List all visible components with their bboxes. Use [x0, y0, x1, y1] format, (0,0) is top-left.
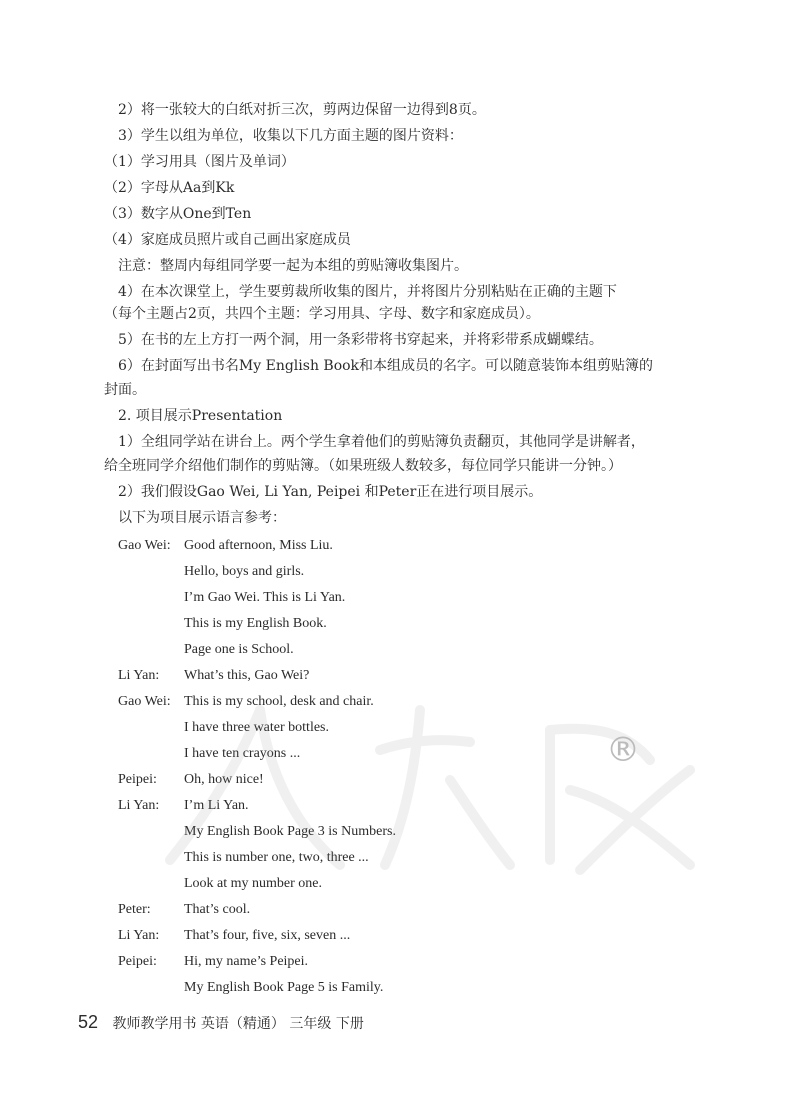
dialogue-line: Page one is School.	[184, 642, 294, 657]
topic-family: （4）家庭成员照片或自己画出家庭成员	[104, 232, 351, 248]
dialogue-line: Hi, my name’s Peipei.	[184, 954, 309, 969]
presentation-step-1-line-1: 1）全组同学站在讲台上。两个学生拿着他们的剪贴簿负责翻页，其他同学是讲解者，	[118, 434, 645, 450]
dialogue-line: Hello, boys and girls.	[184, 564, 305, 579]
dialogue-line: That’s cool.	[184, 902, 251, 917]
dialogue-line: Oh, how nice!	[184, 772, 264, 787]
presentation-step-1-line-2: 给全班同学介绍他们制作的剪贴簿。（如果班级人数较多，每位同学只能讲一分钟。）	[104, 458, 622, 474]
page-number: 52	[78, 1012, 99, 1032]
dialogue-line: I’m Li Yan.	[184, 798, 249, 813]
step-2-fold-paper: 2）将一张较大的白纸对折三次，剪两边保留一边得到8页。	[118, 102, 486, 118]
dialogue-line: I’m Gao Wei. This is Li Yan.	[184, 590, 346, 605]
dialogue-line: I have ten crayons ...	[184, 746, 301, 761]
topic-numbers: （3）数字从One到Ten	[104, 206, 252, 222]
dialogue-line: Good afternoon, Miss Liu.	[184, 538, 333, 553]
step-5-ribbon: 5）在书的左上方打一两个洞，用一条彩带将书穿起来，并将彩带系成蝴蝶结。	[118, 332, 603, 348]
presentation-step-2: 2）我们假设Gao Wei, Li Yan, Peipei 和Peter正在进行项目展示。	[118, 484, 543, 500]
note-collect-week: 注意：整周内每组同学要一起为本组的剪贴簿收集图片。	[118, 258, 468, 274]
step-3-collect-pictures: 3）学生以组为单位，收集以下几方面主题的图片资料：	[118, 128, 463, 144]
speaker-label: Peipei:	[118, 954, 157, 969]
step-6-line-1: 6）在封面写出书名My English Book和本组成员的名字。可以随意装饰本组剪贴簿的	[118, 358, 654, 374]
speaker-label: Gao Wei:	[118, 538, 171, 553]
step-4-line-2: （每个主题占2页，共四个主题：学习用具、字母、数字和家庭成员）。	[104, 306, 540, 322]
section-presentation-heading: 2. 项目展示Presentation	[118, 408, 283, 424]
step-4-line-1: 4）在本次课堂上，学生要剪裁所收集的图片，并将图片分别粘贴在正确的主题下	[118, 284, 617, 300]
dialogue-line: Look at my number one.	[184, 876, 323, 891]
dialogue-line: This is my school, desk and chair.	[184, 694, 374, 709]
speaker-label: Li Yan:	[118, 928, 160, 943]
language-reference-intro: 以下为项目展示语言参考：	[118, 510, 286, 526]
dialogue-line: This is number one, two, three ...	[184, 850, 369, 865]
speaker-label: Li Yan:	[118, 668, 160, 683]
speaker-label: Li Yan:	[118, 798, 160, 813]
dialogue-line: This is my English Book.	[184, 616, 327, 631]
topic-letters: （2）字母从Aa到Kk	[104, 180, 235, 196]
topic-school-things: （1）学习用具（图片及单词）	[104, 154, 295, 170]
speaker-label: Peipei:	[118, 772, 157, 787]
dialogue-line: My English Book Page 5 is Family.	[184, 980, 384, 995]
registered-trademark-icon: ®	[606, 730, 640, 770]
step-6-line-2: 封面。	[104, 382, 146, 398]
speaker-label: Peter:	[118, 902, 151, 917]
speaker-label: Gao Wei:	[118, 694, 171, 709]
dialogue-line: I have three water bottles.	[184, 720, 329, 735]
page-footer	[78, 1012, 364, 1034]
dialogue-line: What’s this, Gao Wei?	[184, 668, 310, 683]
dialogue-line: That’s four, five, six, seven ...	[184, 928, 351, 943]
book-title: 教师教学用书 英语（精通） 三年级 下册	[112, 1016, 364, 1032]
dialogue-line: My English Book Page 3 is Numbers.	[184, 824, 396, 839]
